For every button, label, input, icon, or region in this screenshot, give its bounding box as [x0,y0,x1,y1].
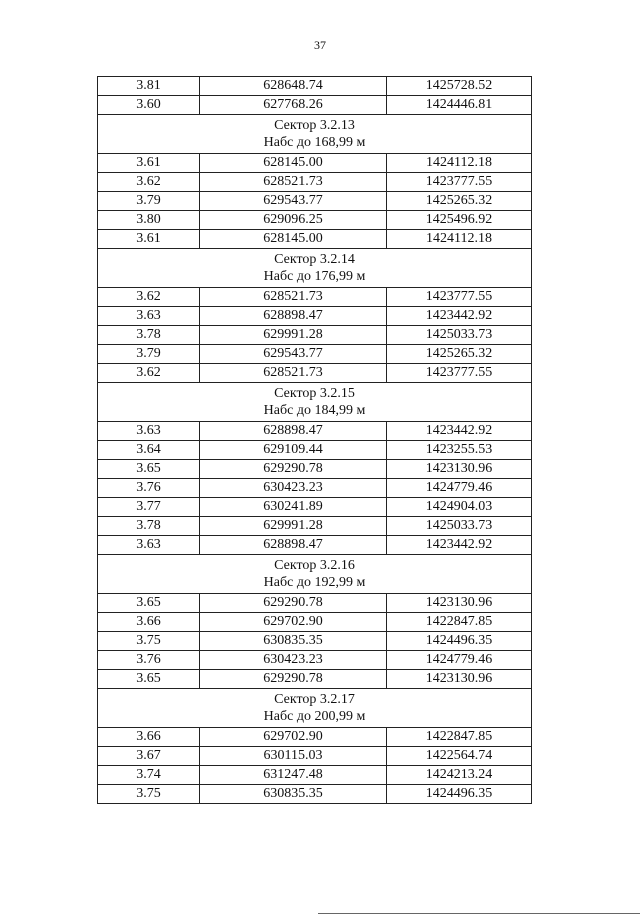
y-coordinate-cell: 1423442.92 [387,536,532,555]
sector-header-row [98,383,532,422]
y-coordinate-cell: 1425033.73 [387,326,532,345]
table-row [98,728,532,747]
y-coordinate-cell: 1424213.24 [387,766,532,785]
table-row [98,670,532,689]
point-number-cell: 3.75 [98,785,200,804]
table-row [98,613,532,632]
point-number-cell: 3.63 [98,307,200,326]
y-coordinate-cell: 1424779.46 [387,651,532,670]
sector-height-limit: Набс до 200,99 м [263,709,366,724]
x-coordinate-cell: 629290.78 [200,460,387,479]
point-number-cell: 3.77 [98,498,200,517]
x-coordinate-cell: 630241.89 [200,498,387,517]
x-coordinate-cell: 628521.73 [200,288,387,307]
table-row [98,345,532,364]
point-number-cell: 3.61 [98,230,200,249]
point-number-cell: 3.65 [98,460,200,479]
x-coordinate-cell: 629702.90 [200,613,387,632]
y-coordinate-cell: 1424904.03 [387,498,532,517]
sector-header-row [98,249,532,288]
table-row [98,766,532,785]
x-coordinate-cell: 629543.77 [200,192,387,211]
sector-header [98,115,532,154]
x-coordinate-cell: 627768.26 [200,96,387,115]
table-row [98,173,532,192]
x-coordinate-cell: 630423.23 [200,479,387,498]
table-row [98,230,532,249]
sector-title: Сектор 3.2.15 [274,386,355,401]
y-coordinate-cell: 1422564.74 [387,747,532,766]
x-coordinate-cell: 630423.23 [200,651,387,670]
y-coordinate-cell: 1423777.55 [387,173,532,192]
table-row [98,747,532,766]
sector-height-limit: Набс до 168,99 м [263,135,366,150]
x-coordinate-cell: 628898.47 [200,422,387,441]
point-number-cell: 3.60 [98,96,200,115]
x-coordinate-cell: 630115.03 [200,747,387,766]
page-number: 37 [314,38,326,52]
x-coordinate-cell: 629991.28 [200,326,387,345]
point-number-cell: 3.80 [98,211,200,230]
point-number-cell: 3.78 [98,517,200,536]
point-number-cell: 3.78 [98,326,200,345]
table-row [98,441,532,460]
point-number-cell: 3.76 [98,479,200,498]
footer-rule [318,913,640,914]
table-row [98,211,532,230]
table-row [98,651,532,670]
y-coordinate-cell: 1423442.92 [387,422,532,441]
sector-title: Сектор 3.2.13 [274,118,355,133]
sector-height-limit: Набс до 184,99 м [263,403,366,418]
sector-header [98,555,532,594]
table-row [98,288,532,307]
point-number-cell: 3.79 [98,192,200,211]
sector-title: Сектор 3.2.17 [274,692,355,707]
table-row [98,632,532,651]
y-coordinate-cell: 1423255.53 [387,441,532,460]
point-number-cell: 3.65 [98,594,200,613]
sector-header [98,689,532,728]
y-coordinate-cell: 1425265.32 [387,192,532,211]
x-coordinate-cell: 629290.78 [200,594,387,613]
x-coordinate-cell: 630835.35 [200,632,387,651]
point-number-cell: 3.62 [98,288,200,307]
table-row [98,326,532,345]
table-row [98,517,532,536]
point-number-cell: 3.64 [98,441,200,460]
table-row [98,154,532,173]
y-coordinate-cell: 1423442.92 [387,307,532,326]
x-coordinate-cell: 629096.25 [200,211,387,230]
y-coordinate-cell: 1423130.96 [387,670,532,689]
point-number-cell: 3.63 [98,536,200,555]
x-coordinate-cell: 628521.73 [200,173,387,192]
sector-header-row [98,115,532,154]
x-coordinate-cell: 628898.47 [200,307,387,326]
x-coordinate-cell: 628145.00 [200,154,387,173]
sector-header [98,383,532,422]
point-number-cell: 3.62 [98,364,200,383]
table-row [98,422,532,441]
coordinates-table [97,76,532,804]
point-number-cell: 3.67 [98,747,200,766]
coordinates-table-body [98,77,532,804]
y-coordinate-cell: 1423130.96 [387,594,532,613]
sector-title: Сектор 3.2.14 [274,252,355,267]
table-row [98,364,532,383]
x-coordinate-cell: 629543.77 [200,345,387,364]
sector-header [98,249,532,288]
y-coordinate-cell: 1425033.73 [387,517,532,536]
y-coordinate-cell: 1423777.55 [387,288,532,307]
table-row [98,785,532,804]
table-row [98,96,532,115]
table-row [98,479,532,498]
point-number-cell: 3.62 [98,173,200,192]
x-coordinate-cell: 631247.48 [200,766,387,785]
y-coordinate-cell: 1425265.32 [387,345,532,364]
y-coordinate-cell: 1424779.46 [387,479,532,498]
sector-header-row [98,689,532,728]
sector-header-row [98,555,532,594]
x-coordinate-cell: 628521.73 [200,364,387,383]
y-coordinate-cell: 1424446.81 [387,96,532,115]
point-number-cell: 3.65 [98,670,200,689]
sector-height-limit: Набс до 176,99 м [263,269,366,284]
x-coordinate-cell: 629290.78 [200,670,387,689]
y-coordinate-cell: 1422847.85 [387,613,532,632]
table-row [98,536,532,555]
x-coordinate-cell: 630835.35 [200,785,387,804]
table-row [98,77,532,96]
table-row [98,460,532,479]
y-coordinate-cell: 1423130.96 [387,460,532,479]
point-number-cell: 3.74 [98,766,200,785]
table-row [98,594,532,613]
y-coordinate-cell: 1424112.18 [387,230,532,249]
y-coordinate-cell: 1425496.92 [387,211,532,230]
point-number-cell: 3.75 [98,632,200,651]
point-number-cell: 3.63 [98,422,200,441]
point-number-cell: 3.61 [98,154,200,173]
y-coordinate-cell: 1423777.55 [387,364,532,383]
x-coordinate-cell: 629702.90 [200,728,387,747]
sector-title: Сектор 3.2.16 [274,558,355,573]
x-coordinate-cell: 629991.28 [200,517,387,536]
point-number-cell: 3.66 [98,613,200,632]
y-coordinate-cell: 1422847.85 [387,728,532,747]
y-coordinate-cell: 1424112.18 [387,154,532,173]
point-number-cell: 3.66 [98,728,200,747]
x-coordinate-cell: 628648.74 [200,77,387,96]
table-row [98,192,532,211]
table-row [98,498,532,517]
table-row [98,307,532,326]
point-number-cell: 3.81 [98,77,200,96]
x-coordinate-cell: 629109.44 [200,441,387,460]
point-number-cell: 3.79 [98,345,200,364]
y-coordinate-cell: 1424496.35 [387,785,532,804]
point-number-cell: 3.76 [98,651,200,670]
sector-height-limit: Набс до 192,99 м [263,575,366,590]
y-coordinate-cell: 1425728.52 [387,77,532,96]
x-coordinate-cell: 628898.47 [200,536,387,555]
y-coordinate-cell: 1424496.35 [387,632,532,651]
x-coordinate-cell: 628145.00 [200,230,387,249]
